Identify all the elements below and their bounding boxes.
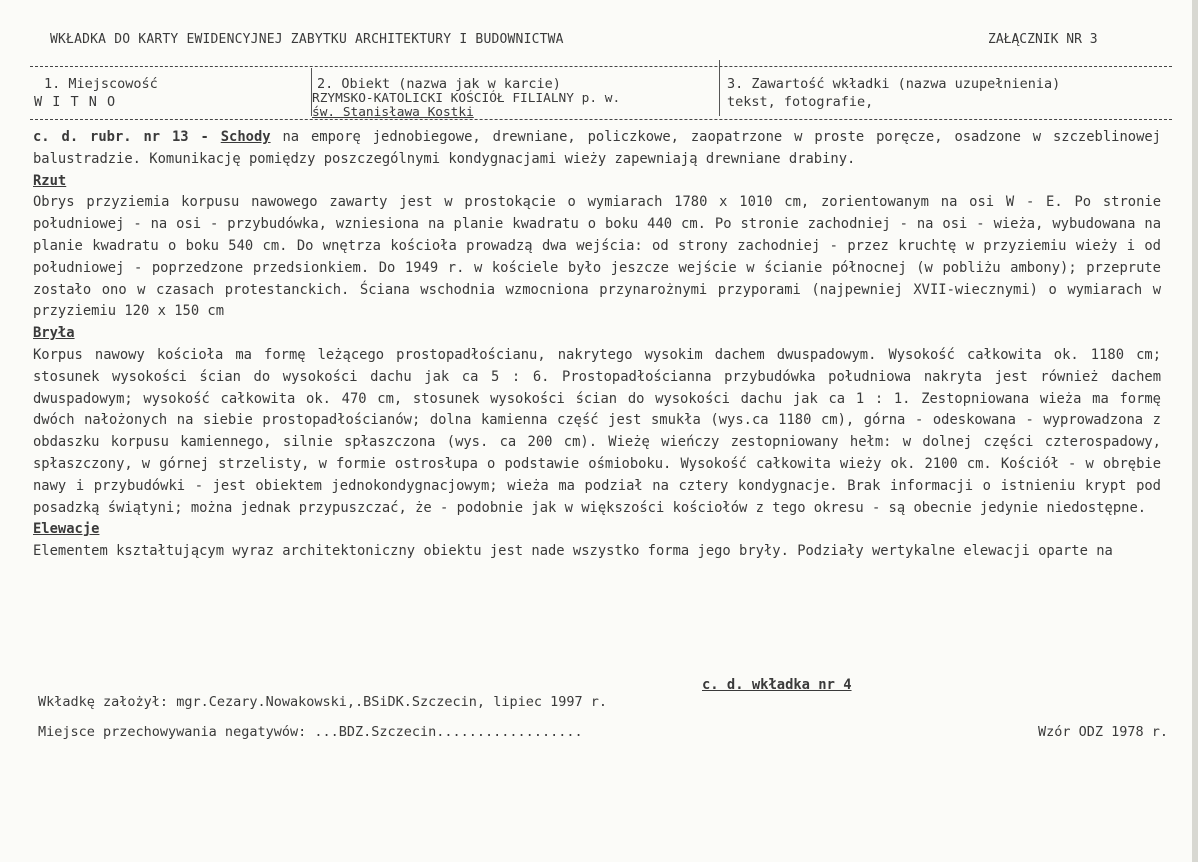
storage-dots: .................. [436, 724, 583, 740]
paragraph-schody-text: na emporę jednobiegowe, drewniane, policzkowe, zaopatrzone w proste poręcze, osadzone w szczeblinowej balustradzie. Komunikację pomiędzy poszczególnymi kondygnacjami wieży zapewniają drewniane drabiny. [33, 129, 1161, 167]
author-value: mgr.Cezary.Nowakowski,.BSiDK.Szczecin, [176, 694, 486, 710]
section-ref: c. d. rubr. nr 13 - [33, 129, 209, 145]
paragraph-schody [33, 127, 1161, 171]
field-2-value-line1: RZYMSKO-KATOLICKI KOŚCIÓŁ FILIALNY p. w. [312, 91, 621, 106]
heading-rzut: Rzut [33, 172, 67, 189]
paragraph-bryla: Korpus nawowy kościoła ma formę leżącego prostopadłościanu, nakrytego wysokim dachem dwuspadowym. Wysokość całkowita ok. 1180 cm; stosunek wysokości ścian do wysokości dachu jak ca 5 : 6. Prostopadłościanna przybudówka południowa nakryta jest również dachem dwuspadowym; wysokość całkowita ok. 470 cm, stosunek wysokości ścian do wysokości dachu jak ca 1 : 1. Zestopniowana wieża ma formę dwóch nałożonych na siebie prostopadłościanów; dolna kamienna część jest smukła (wys.ca 1180 cm), górna - odeskowana - wyprowadzona z obdaszku korpusu kamiennego, silnie spłaszczona (wys. ca 200 cm). Wieżę wieńczy zestopniowany hełm: w dolnej części czterospadowy, spłaszczony, w górnej strzelisty, w formie ostrosłupa o podstawie ośmioboku. Wysokość całkowita wieży ok. 2100 cm. Kościół - w obrębie nawy i przybudówki - jest obiektem jednokondygnacjowym; wieża ma podział na cztery kondygnacje. Brak informacji o istnieniu krypt pod posadzką świątyni; można jednak przypuszczać, że - podobnie jak w większości kościołów z tego okresu - są obecnie jedynie niedostępne. [33, 346, 1161, 516]
storage-line [38, 724, 583, 740]
form-title: WKŁADKA DO KARTY EWIDENCYJNEJ ZABYTKU ARCHITEKTURY I BUDOWNICTWA [50, 32, 564, 47]
field-3-label: 3. Zawartość wkładki (nazwa uzupełnienia) [727, 76, 1061, 92]
storage-label: Miejsce przechowywania negatywów: ... [38, 724, 339, 740]
author-label: Wkładkę założył: [38, 694, 169, 710]
top-dashed-line [30, 66, 1172, 67]
paper-edge [1192, 0, 1198, 862]
field-2-value-line2: św. Stanisława Kostki [312, 105, 474, 120]
heading-bryla: Bryła [33, 325, 75, 342]
middle-dashed-line [30, 119, 1172, 120]
form-pattern: Wzór ODZ 1978 r. [1038, 724, 1169, 740]
document-body [33, 127, 1161, 563]
column-divider-2 [719, 60, 720, 116]
heading-schody: Schody [220, 129, 271, 145]
heading-elewacje: Elewacje [33, 521, 100, 538]
field-1-value: W I T N O [34, 94, 117, 110]
paragraph-rzut: Obrys przyziemia korpusu nawowego zawarty jest w prostokącie o wymiarach 1780 x 1010 cm, zorientowanym na osi W - E. Po stronie południowej - na osi - przybudówka, wzniesiona na planie kwadratu o boku 440 cm. Po stronie zachodniej - na osi - wieża, wybudowana na planie kwadratu o boku 540 cm. Do wnętrza kościoła prowadzą dwa wejścia: od strony zachodniej - przez kruchtę w przyziemiu wieży i od południowej - poprzedzone przedsionkiem. Do 1949 r. w kościele było jeszcze wejście w ścianie północnej (w pobliżu ambony); przeprute zostało ono w czasach protestanckich. Ściana wschodnia wzmocniona przynarożnymi przyporami (najpewniej XVII-wiecznymi) o wymiarach w przyziemiu 120 x 150 cm [33, 194, 1161, 320]
continuation-note: c. d. wkładka nr 4 [702, 677, 852, 693]
field-2-label: 2. Obiekt (nazwa jak w karcie) [317, 76, 561, 92]
author-line [38, 694, 607, 710]
field-1-label: 1. Miejscowość [44, 76, 158, 92]
field-3-value: tekst, fotografie, [727, 94, 874, 110]
storage-value: BDZ.Szczecin [338, 724, 437, 740]
attachment-number: ZAŁĄCZNIK NR 3 [988, 32, 1098, 47]
author-date: lipiec 1997 r. [493, 694, 607, 710]
paragraph-elewacje: Elementem kształtującym wyraz architektoniczny obiektu jest nade wszystko forma jego bryły. Podziały wertykalne elewacji oparte na [33, 543, 1113, 560]
